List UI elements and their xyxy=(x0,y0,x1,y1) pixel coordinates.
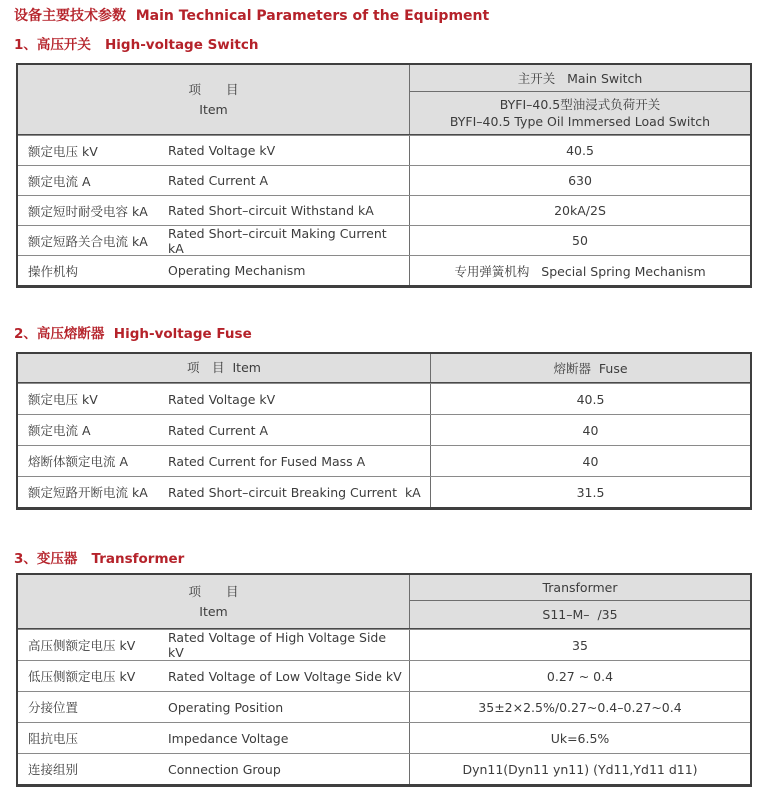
param-label-cell xyxy=(18,166,409,195)
transformer-table-header xyxy=(18,575,750,629)
item-header-zh: 项 目 xyxy=(188,81,239,97)
table-row xyxy=(18,195,750,225)
param-value-cell: Uk=6.5% xyxy=(409,723,750,753)
param-label-en: Impedance Voltage xyxy=(168,730,289,746)
param-label-zh: 阻抗电压 xyxy=(28,731,79,746)
param-value-cell: 630 xyxy=(409,166,750,195)
table-row xyxy=(18,383,750,414)
section-1-heading: 1、高压开关 High-voltage Switch xyxy=(14,37,259,53)
param-label-cell xyxy=(18,477,430,507)
param-label-en: Rated Current A xyxy=(168,422,269,438)
param-label-en: Rated Voltage of Low Voltage Side kV xyxy=(168,668,402,684)
section-3-heading: 3、变压器 Transformer xyxy=(14,551,185,567)
param-label-en: Rated Short–circuit Withstand kA xyxy=(168,203,374,218)
param-label-zh: 低压侧额定电压 kV xyxy=(28,669,136,684)
table-row xyxy=(18,722,750,753)
table-row xyxy=(18,753,750,784)
param-label-zh: 额定电压 kV xyxy=(28,143,98,159)
fuse-table xyxy=(16,352,752,510)
main-switch-title: 主开关 Main Switch xyxy=(517,71,643,86)
param-label-en: Rated Voltage of High Voltage Side kV xyxy=(168,630,387,660)
param-label-cell xyxy=(18,692,409,722)
param-label-zh: 额定短路关合电流 kA xyxy=(28,233,148,249)
item-header-cell: 项 目 Item xyxy=(187,360,261,375)
param-label-zh: 熔断体额定电流 A xyxy=(28,454,129,469)
param-label-zh: 额定短路开断电流 kA xyxy=(28,485,148,500)
param-label-cell xyxy=(18,196,409,225)
param-label-zh: 额定电流 A xyxy=(28,173,91,189)
fuse-table-header xyxy=(18,354,750,383)
param-value-cell: 40 xyxy=(430,446,750,476)
param-label-en: Operating Mechanism xyxy=(168,263,306,278)
param-label-cell xyxy=(18,446,430,476)
table-row xyxy=(18,225,750,255)
table-row xyxy=(18,445,750,476)
table-row xyxy=(18,135,750,165)
main-switch-header-cell xyxy=(409,65,750,134)
table-row xyxy=(18,414,750,445)
param-label-cell xyxy=(18,630,409,660)
item-header-en: Item xyxy=(199,101,228,117)
main-switch-type-zh: BYFI–40.5型油浸式负荷开关 xyxy=(499,97,661,112)
param-label-cell xyxy=(18,226,409,255)
param-label-zh: 额定电流 A xyxy=(28,423,91,438)
param-label-cell xyxy=(18,256,409,285)
section-2-heading: 2、高压熔断器 High-voltage Fuse xyxy=(14,326,252,342)
transformer-model-cell: S11–M– /35 xyxy=(410,600,750,628)
switch-table-header xyxy=(18,65,750,135)
param-label-en: Rated Short–circuit Breaking Current kA xyxy=(168,484,421,500)
table-row xyxy=(18,255,750,285)
table-row xyxy=(18,691,750,722)
fuse-header-cell: 熔断器 Fuse xyxy=(430,354,750,382)
table-row xyxy=(18,629,750,660)
param-value-cell: Dyn11(Dyn11 yn11) (Yd11,Yd11 d11) xyxy=(409,754,750,784)
main-switch-type-cell xyxy=(410,91,750,134)
param-label-cell xyxy=(18,384,430,414)
param-label-cell xyxy=(18,415,430,445)
param-label-cell xyxy=(18,136,409,165)
param-label-zh: 分接位置 xyxy=(28,700,79,715)
page-title: 设备主要技术参数 Main Technical Parameters of the Equipment xyxy=(14,8,490,24)
main-switch-type-en: BYFI–40.5 Type Oil Immersed Load Switch xyxy=(449,114,711,129)
transformer-header-cell xyxy=(409,575,750,628)
item-header-cell xyxy=(18,65,409,134)
transformer-title: Transformer xyxy=(542,580,618,595)
param-value-cell: 40.5 xyxy=(430,384,750,414)
param-value-cell: 0.27 ~ 0.4 xyxy=(409,661,750,691)
param-value-cell: 35 xyxy=(409,630,750,660)
table-row xyxy=(18,165,750,195)
switch-table xyxy=(16,63,752,288)
param-label-en: Rated Voltage kV xyxy=(168,391,276,407)
param-label-cell xyxy=(18,661,409,691)
param-value-cell: 31.5 xyxy=(430,477,750,507)
param-label-zh: 额定电压 kV xyxy=(28,392,98,407)
param-label-en: Rated Current for Fused Mass A xyxy=(168,453,366,469)
param-value-cell: 40.5 xyxy=(409,136,750,165)
param-value-cell: 40 xyxy=(430,415,750,445)
param-label-en: Rated Voltage kV xyxy=(168,143,276,158)
param-label-zh: 额定短时耐受电容 kA xyxy=(28,203,148,219)
item-header-cell xyxy=(18,575,409,628)
param-label-zh: 操作机构 xyxy=(28,263,79,279)
param-label-en: Operating Position xyxy=(168,699,284,715)
param-label-cell xyxy=(18,754,409,784)
item-header-en: Item xyxy=(199,603,228,619)
param-value-cell: 专用弹簧机构 Special Spring Mechanism xyxy=(409,256,750,285)
table-row xyxy=(18,660,750,691)
table-row xyxy=(18,476,750,507)
item-header-zh: 项 目 xyxy=(188,583,239,599)
param-label-cell xyxy=(18,723,409,753)
param-label-en: Connection Group xyxy=(168,761,281,777)
param-value-cell: 35±2×2.5%/0.27~0.4–0.27~0.4 xyxy=(409,692,750,722)
param-label-en: Rated Short–circuit Making Current kA xyxy=(168,225,387,256)
param-value-cell: 50 xyxy=(409,226,750,255)
transformer-table xyxy=(16,573,752,787)
param-label-zh: 连接组别 xyxy=(28,762,79,777)
param-label-en: Rated Current A xyxy=(168,173,269,188)
param-value-cell: 20kA/2S xyxy=(409,196,750,225)
param-label-zh: 高压侧额定电压 kV xyxy=(28,638,136,653)
